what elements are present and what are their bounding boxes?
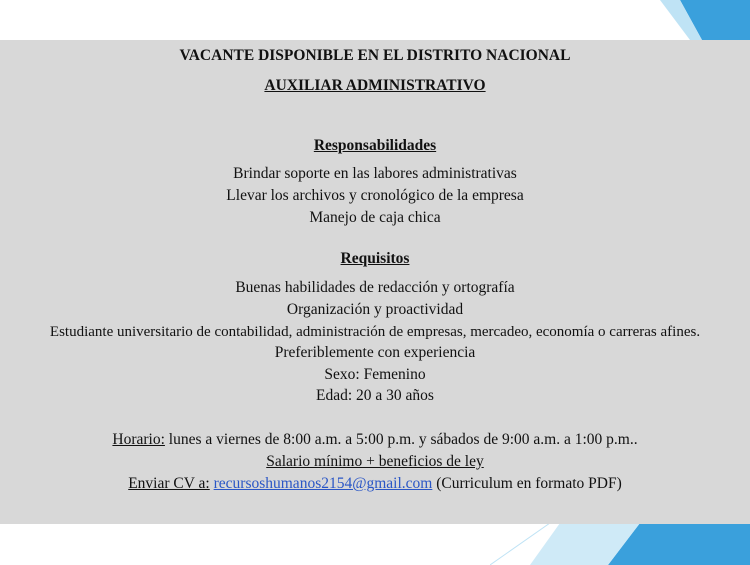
responsibility-item: Brindar soporte en las labores administrativas <box>233 165 517 182</box>
posting-title: VACANTE DISPONIBLE EN EL DISTRITO NACIONAL <box>179 47 571 64</box>
requirements-heading: Requisitos <box>340 250 410 267</box>
requirement-item: Preferiblemente con experiencia <box>274 344 476 361</box>
responsibility-item: Llevar los archivos y cronológico de la empresa <box>226 187 524 204</box>
responsibilities-heading: Responsabilidades <box>313 137 437 154</box>
contact-label: Enviar CV a: <box>128 475 210 492</box>
position-title: AUXILIAR ADMINISTRATIVO <box>264 77 486 94</box>
schedule-label: Horario: <box>112 431 165 448</box>
contact-note: (Curriculum en formato PDF) <box>432 475 622 492</box>
decorative-blue-shape-top <box>640 0 750 40</box>
salary-line: Salario mínimo + beneficios de ley <box>266 453 484 470</box>
responsibility-item: Manejo de caja chica <box>309 209 441 226</box>
requirement-item: Edad: 20 a 30 años <box>316 387 434 404</box>
decorative-blue-shape-bottom <box>490 523 750 565</box>
requirement-item: Estudiante universitario de contabilidad, administración de empresas, mercadeo, economía o carreras afines. <box>49 324 701 340</box>
email-link[interactable]: recursoshumanos2154@gmail.com <box>213 475 433 492</box>
requirement-item: Organización y proactividad <box>286 301 464 318</box>
schedule-value: lunes a viernes de 8:00 a.m. a 5:00 p.m. y sábados de 9:00 a.m. a 1:00 p.m.. <box>164 431 638 448</box>
requirement-item: Sexo: Femenino <box>324 366 426 383</box>
schedule-line <box>0 430 750 450</box>
requirement-item: Buenas habilidades de redacción y ortografía <box>235 279 515 296</box>
content-panel <box>0 40 750 524</box>
contact-line <box>0 474 750 494</box>
